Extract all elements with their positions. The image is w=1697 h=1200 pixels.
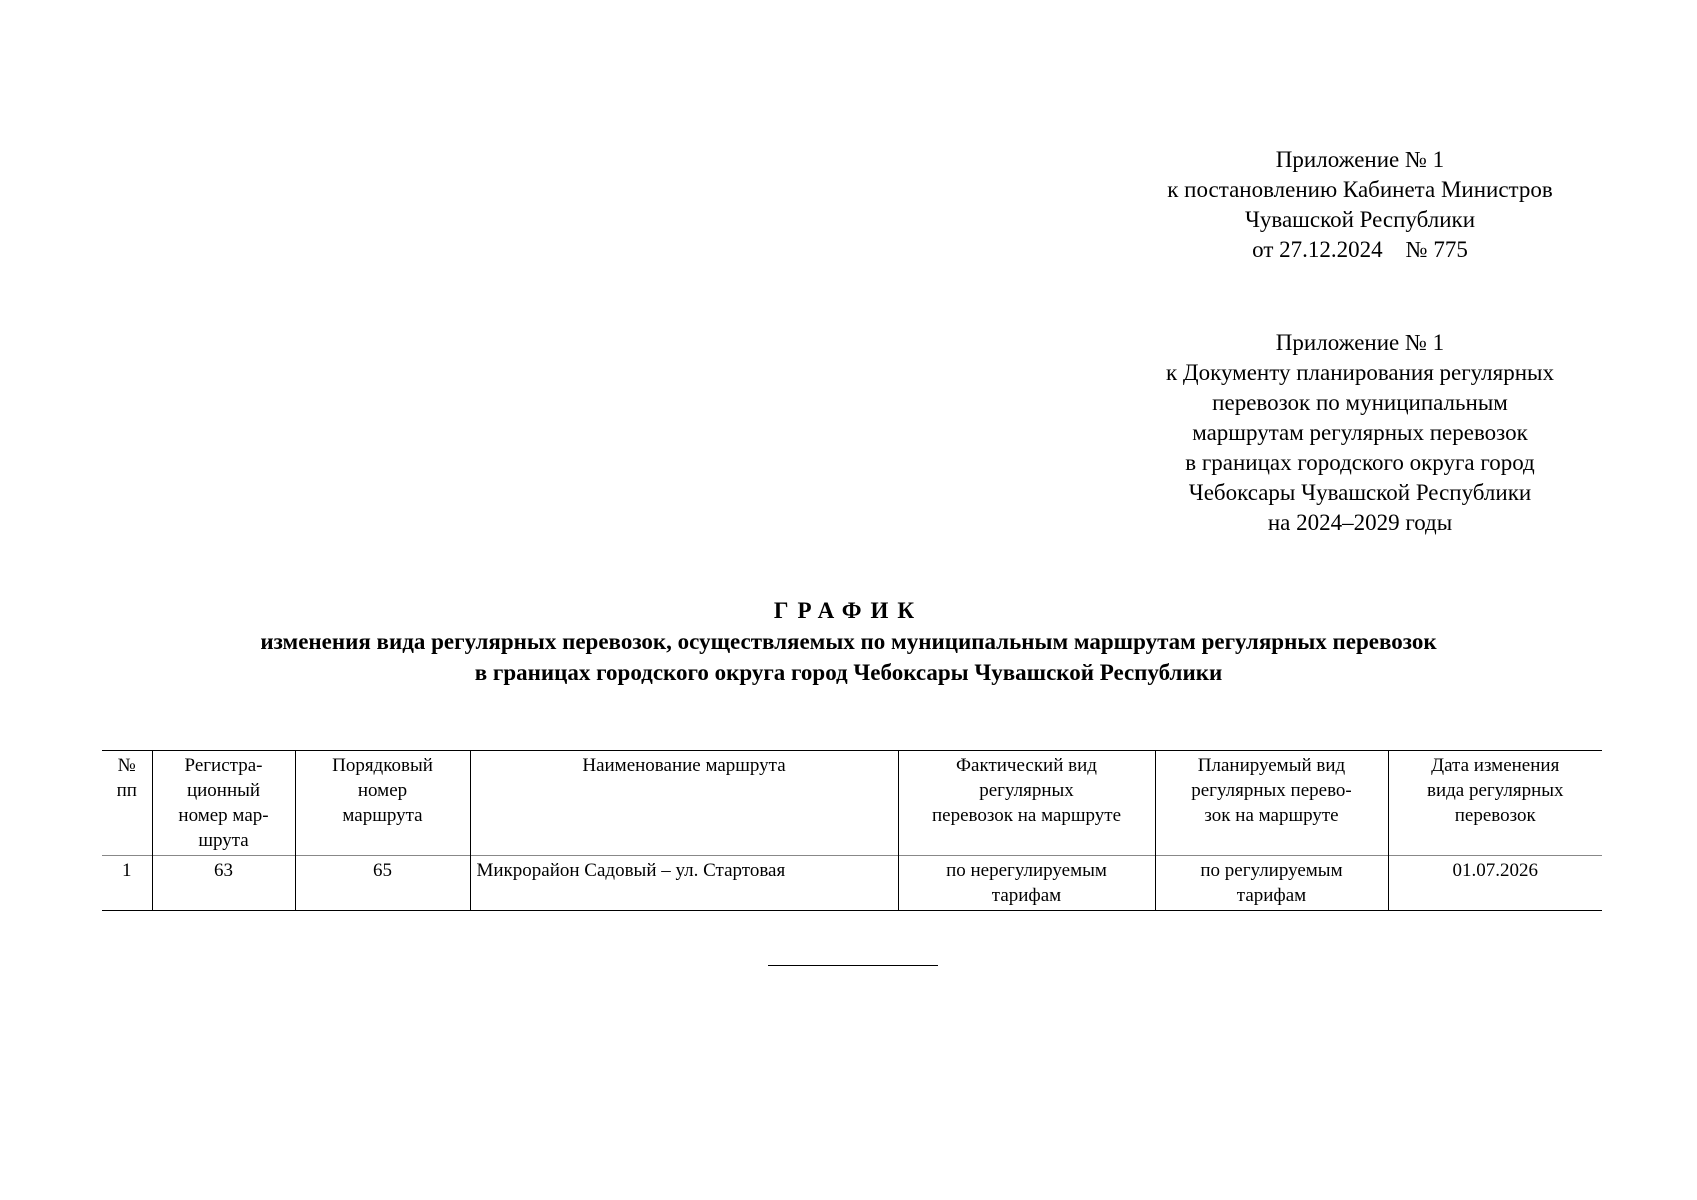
appendix-line: Чебоксары Чувашской Республики <box>1188 480 1532 505</box>
appendix-line: в границах городского округа город <box>1185 450 1535 475</box>
end-divider <box>768 965 938 966</box>
header-reg-number: Регистра- ционный номер мар- шрута <box>152 751 295 856</box>
header-number: № пп <box>102 751 152 856</box>
cell-number: 1 <box>102 856 152 911</box>
header-order-number: Порядковый номер маршрута <box>295 751 470 856</box>
appendix-line: от 27.12.2024 № 775 <box>1252 237 1468 262</box>
appendix-line: Приложение № 1 <box>1275 330 1445 355</box>
cell-order-number: 65 <box>295 856 470 911</box>
appendix-line: маршрутам регулярных перевозок <box>1192 420 1528 445</box>
appendix-line: к постановлению Кабинета Министров <box>1167 177 1553 202</box>
appendix-document <box>1100 328 1620 538</box>
appendix-resolution <box>1100 145 1620 265</box>
appendix-line: перевозок по муниципальным <box>1212 390 1508 415</box>
cell-route-name: Микрорайон Садовый – ул. Стартовая <box>470 856 898 911</box>
cell-reg-number: 63 <box>152 856 295 911</box>
cell-planned-type: по регулируемым тарифам <box>1155 856 1388 911</box>
appendix-line: Приложение № 1 <box>1275 147 1445 172</box>
title-subtitle-line: изменения вида регулярных перевозок, осуществляемых по муниципальным маршрутам регулярных перевозок <box>260 629 1437 654</box>
title-subtitle-line: в границах городского округа город Чебоксары Чувашской Республики <box>474 660 1223 685</box>
header-planned-type: Планируемый вид регулярных перево- зок на маршруте <box>1155 751 1388 856</box>
cell-actual-type: по нерегулируемым тарифам <box>898 856 1155 911</box>
title-heading: ГРАФИК <box>773 598 924 623</box>
appendix-line: на 2024–2029 годы <box>1267 510 1453 535</box>
cell-change-date: 01.07.2026 <box>1388 856 1602 911</box>
table-row <box>102 856 1602 911</box>
table-header-row <box>102 751 1602 856</box>
appendix-line: к Документу планирования регулярных <box>1165 360 1554 385</box>
header-route-name: Наименование маршрута <box>470 751 898 856</box>
header-actual-type: Фактический вид регулярных перевозок на маршруте <box>898 751 1155 856</box>
document-title <box>0 595 1697 688</box>
schedule-table <box>102 750 1602 911</box>
appendix-line: Чувашской Республики <box>1244 207 1476 232</box>
header-change-date: Дата изменения вида регулярных перевозок <box>1388 751 1602 856</box>
